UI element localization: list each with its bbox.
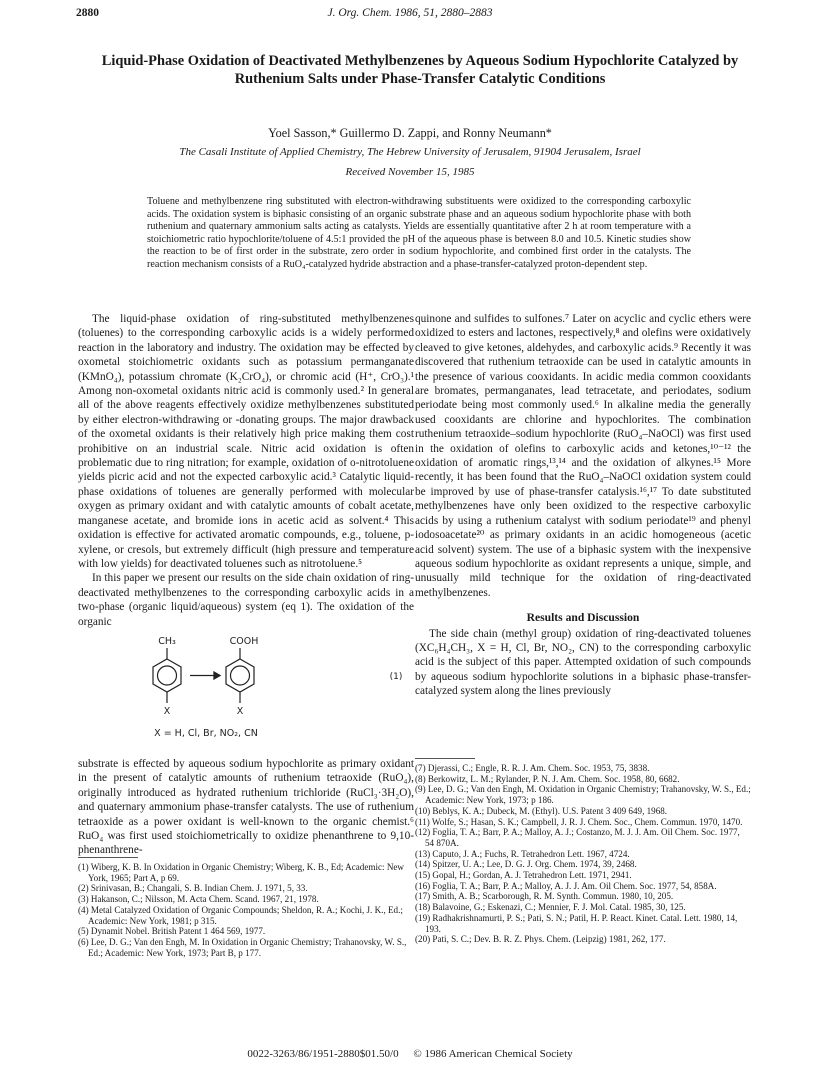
reactant-benzene-ring	[153, 648, 181, 703]
footnote-item: (5) Dynamit Nobel. British Patent 1 464 569, 1977.	[78, 926, 266, 937]
footnote-item: (16) Foglia, T. A.; Barr, P. A.; Malloy, A. J. J. Am. Oil Chem. Soc. 1977, 54, 858A.	[415, 880, 717, 891]
body-paragraph: In this paper we present our results on the side chain oxidation of ring-deactivated methylbenzenes to the corresponding carboxylic acids in a two-phase (organic liquid/aqueous) system (eq 1). The oxidation of the organic	[78, 572, 414, 628]
body-paragraph: quinone and sulfides to sulfones.⁷ Later on acyclic and cyclic ethers were oxidized to esters and lactones, respectively,⁸ and olefins were oxidatively cleaved to give ketones, aldehydes, and carboxylic acids.⁹ Recently it was discovered that ruthenium tetraoxide can be used in catalytic amounts in the presence of various cooxidants. In acidic media common cooxidants are bromates, permanganates, lead tetracetate, and periodates, sodium periodate being most commonly used.⁶ In alkaline media the generally used cooxidants are chlorine and hypochlorites. The combination ruthenium tetraoxide–sodium hypochlorite (RuO₄–NaOCl) was first used in the oxidation of olefins to carboxylic acids and ketones,¹⁰⁻¹² the oxidation of aromatic rings,¹³,¹⁴ and the oxidation of alkynes.¹⁵ More recently, it has been found that the RuO₄–NaOCl oxidation system could be improved by use of phase-transfer catalysis.¹⁶,¹⁷ To date substituted methylbenzenes have only been oxidized to the respective carboxylic acids by using a ruthenium catalyst with sodium periodate¹⁹ and phenyl iodosoacetate²⁰ as primary oxidants in an acidic homogeneous (acetic acid solvent) system. The use of a biphasic system with the inexpensive aqueous sodium hypochlorite as oxidant represents a unique, simple, and unusually mild technique for the oxidation of ring-deactivated methylbenzenes.	[415, 313, 751, 599]
footnote-item: (1) Wiberg, K. B. In Oxidation in Organic Chemistry; Wiberg, K. B., Ed; Academic: New York, 1965; Part A, p 69.	[78, 862, 405, 883]
footnote-item: (10) Beblys, K. A.; Dubeck, M. (Ethyl). U.S. Patent 3 409 649, 1968.	[415, 805, 668, 816]
received-date: Received November 15, 1985	[345, 166, 475, 178]
body-paragraph: The side chain (methyl group) oxidation of ring-deactivated toluenes (XC₆H₄CH₃, X = H, Cl, Br, NO₂, CN) to the corresponding carboxylic acid is the subject of this paper. Attempted oxidation of such compounds by aqueous sodium hypochlorite solutions in a biphasic phase-transfer-catalyzed system along the lines previously	[415, 627, 751, 698]
footnote-item: (9) Lee, D. G.; Van den Engh, M. Oxidation in Organic Chemistry; Trahanovsky, W. S., Ed.; Academic: New York, 1973; p 186.	[415, 784, 751, 806]
reaction-arrow	[190, 672, 220, 679]
copyright-notice: © 1986 American Chemical Society	[413, 1048, 573, 1060]
journal-citation: J. Org. Chem. 1986, 51, 2880–2883	[327, 7, 493, 19]
reactant-substituent-label: X	[163, 705, 171, 717]
substituent-definition: X = H, Cl, Br, NO₂, CN	[154, 727, 258, 739]
product-benzene-ring	[226, 648, 254, 703]
reaction-scheme-drawing	[78, 633, 414, 751]
article-affiliation: The Casali Institute of Applied Chemistry, The Hebrew University of Jerusalem, 91904 Jerusalem, Israel	[179, 146, 641, 158]
body-paragraph: The liquid-phase oxidation of ring-substituted methylbenzenes (toluenes) to the corresponding carboxylic acids is a widely performed reaction in the laboratory and industry. The oxidation may be effected by oxometal stoichiometric oxidants such as potassium permanganate (KMnO₄), potassium chromate (K₂CrO₄), or chromic acid (H⁺, CrO₃).¹ Among non-oxometal oxidants nitric acid is commonly used.² In general all of the above reagents effectively oxidize methylbenzenes substituted by either electron-withdrawing or -donating groups. The major drawback of the oxometal oxidants is their relatively high price making them cost prohibitive on an industrial scale. Nitric acid oxidation is often problematic due to ring nitration; for example, oxidation of o-nitrotoluene yields picric acid and not the expected carboxylic acid.³ Catalytic liquid-phase oxidations of toluenes are generally performed with molecular oxygen as primary oxidant and with catalytic amounts of cobalt acetate, manganese acetate, and bromide ions in acetic acid as solvent.⁴ This oxidation is effective for activated aromatic compounds, e.g., toluene, p-xylene, or cresols, but extremely difficult (high pressure and temperature with low yields) for deactivated toluenes such as nitrotoluene.⁵	[78, 313, 414, 570]
body-paragraph: substrate is effected by aqueous sodium hypochlorite as primary oxidant in the present of catalytic amounts of ruthenium tetraoxide (RuO₄), originally introduced as hydrated ruthenium trichloride (RuCl₃·3H₂O), and quaternary ammonium phase-transfer catalysts. The use of ruthenium tetraoxide as a power oxidant is well-known to the organic chemist.⁶ RuO₄ was first used stoichiometrically to oxidize phenanthrene to 9,10-phenanthrene-	[78, 757, 414, 857]
footnote-item: (12) Foglia, T. A.; Barr, P. A.; Malloy, A. J.; Costanzo, M. J. J. Am. Oil Chem. Soc. 1977, 54 870A.	[415, 827, 740, 848]
left-column	[78, 312, 414, 858]
footnote-rule-left	[78, 857, 138, 858]
footnote-item: (18) Balavoine, G.; Eskenazi, C.; Mennier, F. J. Mol. Catal. 1985, 30, 125.	[415, 902, 686, 913]
footnotes-left	[78, 862, 414, 958]
section-heading: Results and Discussion	[526, 611, 640, 625]
footnote-item: (11) Wolfe, S.; Hasan, S. K.; Campbell, J. R. J. Chem. Soc., Chem. Commun. 1970, 1470.	[415, 816, 743, 827]
article-authors: Yoel Sasson,* Guillermo D. Zappi, and Ronny Neumann*	[268, 126, 552, 140]
article-title: Liquid-Phase Oxidation of Deactivated Methylbenzenes by Aqueous Sodium Hypochlorite Catalyzed by Ruthenium Salts under Phase-Transfer Catalytic Conditions	[101, 53, 739, 87]
footnote-item: (3) Hakanson, C.; Nilsson, M. Acta Chem. Scand. 1967, 21, 1978.	[78, 894, 319, 905]
abstract: Toluene and methylbenzene ring substituted with electron-withdrawing substituents were oxidized to the corresponding carboxylic acids. The oxidation system is biphasic consisting of an organic substrate phase and an aqueous sodium hypochlorite phase with both ruthenium and quaternary ammonium salts acting as catalysts. Yields are essentially quantitative after 2 h at room temperature with a stoichiometric ratio hypochlorite/toluene of 4.5:1 provided the pH of the aqueous phase is between 8.0 and 10.5. Kinetic studies show the reaction to be of first order in the substrate, zero order in sodium hypochlorite, and combined first order in the catalysts. The reaction mechanism consists of a RuO₄-catalyzed hydride abstraction and a phase-transfer-catalyzed proton-dependent step.	[147, 196, 691, 270]
right-column	[415, 312, 751, 699]
footnote-item: (15) Gopal, H.; Gordan, A. J. Tetrahedron Lett. 1971, 2941.	[415, 870, 632, 881]
footnotes-right	[415, 763, 751, 945]
footnote-item: (19) Radhakrishnamurti, P. S.; Pati, S. N.; Patil, H. P. React. Kinet. Catal. Lett. 1980, 14, 193.	[415, 912, 738, 934]
footnote-item: (2) Srinivasan, B.; Changali, S. B. Indian Chem. J. 1971, 5, 33.	[78, 883, 308, 894]
footnote-item: (6) Lee, D. G.; Van den Engh, M. In Oxidation in Organic Chemistry; Trahanovsky, W. S., Ed.; Academic: New York, 1973; Part B, p 177.	[78, 936, 407, 958]
footnote-item: (14) Spitzer, U. A.; Lee, D. G. J. Org. Chem. 1974, 39, 2468.	[415, 859, 637, 870]
footnote-item: (13) Caputo, J. A.; Fuchs, R. Tetrahedron Lett. 1967, 4724.	[415, 848, 630, 859]
page-number: 2880	[76, 7, 99, 19]
footnote-rule-right	[415, 758, 475, 759]
product-substituent-label: X	[236, 705, 244, 717]
reaction-scheme	[78, 633, 414, 751]
footnote-item: (17) Smith, A. B.; Scarborough, R. M. Synth. Commun. 1980, 10, 205.	[415, 891, 674, 902]
reactant-methyl-label: CH₃	[158, 635, 176, 647]
equation-number: (1)	[389, 671, 403, 682]
footnote-item: (20) Pati, S. C.; Dev. B. R. Z. Phys. Chem. (Leipzig) 1981, 262, 177.	[415, 934, 666, 945]
footnote-item: (4) Metal Catalyzed Oxidation of Organic Compounds; Sheldon, R. A.; Kochi, J. K., Ed.; Academic: New York, 1981; p 315.	[78, 904, 403, 926]
article-code: 0022-3263/86/1951-2880$01.50/0	[247, 1048, 399, 1060]
footnote-item: (7) Djerassi, C.; Engle, R. R. J. Am. Chem. Soc. 1953, 75, 3838.	[415, 763, 650, 773]
footnote-item: (8) Berkowitz, L. M.; Rylander, P. N. J. Am. Chem. Soc. 1958, 80, 6682.	[415, 773, 680, 784]
page-footer	[0, 1048, 820, 1060]
product-carboxyl-label: COOH	[229, 635, 259, 647]
